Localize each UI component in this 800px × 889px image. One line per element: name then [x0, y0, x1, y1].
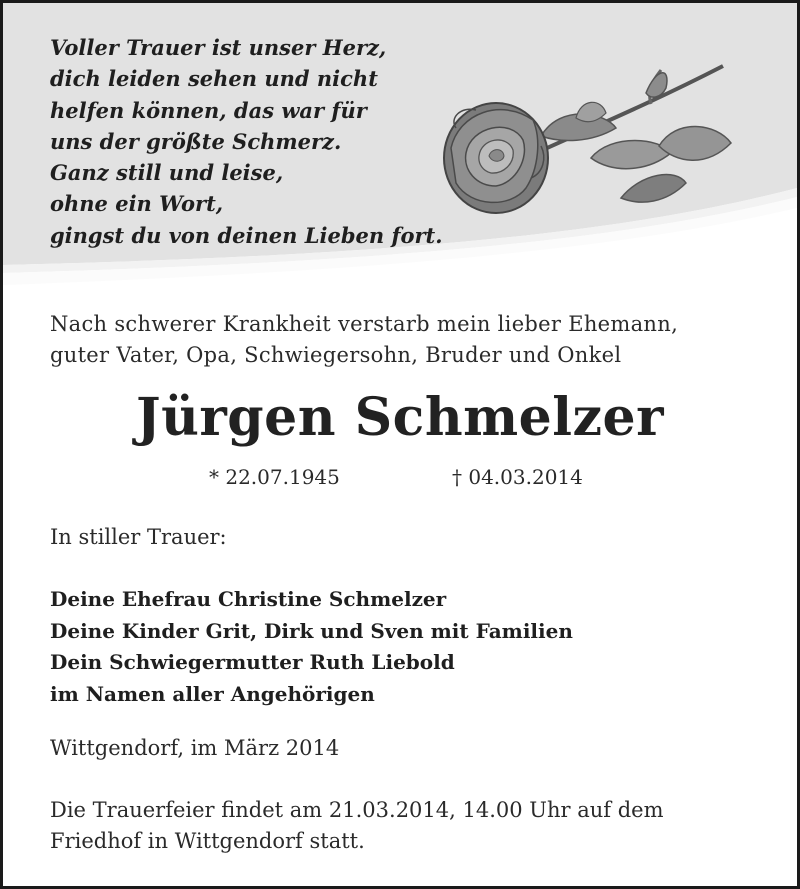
birth-date: * 22.07.1945: [209, 465, 340, 489]
poem: [50, 32, 443, 251]
poem-line: gingst du von deinen Lieben fort.: [50, 222, 443, 248]
mourners-list: [50, 584, 573, 710]
funeral-line: Die Trauerfeier findet am 21.03.2014, 14.00 Uhr auf dem: [50, 798, 664, 822]
poem-line: helfen können, das war für: [50, 97, 367, 123]
mourner-line: im Namen aller Angehörigen: [50, 681, 375, 706]
intro-line: guter Vater, Opa, Schwiegersohn, Bruder und Onkel: [50, 343, 622, 367]
place-date: Wittgendorf, im März 2014: [50, 736, 340, 760]
mourner-line: Dein Schwiegermutter Ruth Liebold: [50, 650, 455, 674]
deceased-name: Jürgen Schmelzer: [135, 387, 665, 448]
poem-line: uns der größte Schmerz.: [50, 128, 342, 154]
poem-line: dich leiden sehen und nicht: [50, 66, 378, 92]
poem-line: ohne ein Wort,: [50, 191, 224, 217]
rose-icon: [441, 58, 741, 223]
mourner-line: Deine Kinder Grit, Dirk und Sven mit Familien: [50, 618, 573, 643]
mourner-line: Deine Ehefrau Christine Schmelzer: [50, 587, 447, 611]
death-date: † 04.03.2014: [452, 465, 583, 489]
poem-line: Ganz still und leise,: [50, 160, 284, 186]
intro-text: [50, 309, 678, 371]
mourning-label: In stiller Trauer:: [50, 525, 227, 549]
poem-line: Voller Trauer ist unser Herz,: [50, 35, 387, 60]
intro-line: Nach schwerer Krankheit verstarb mein lieber Ehemann,: [50, 312, 679, 336]
funeral-line: Friedhof in Wittgendorf statt.: [50, 829, 365, 853]
funeral-info: [50, 795, 664, 857]
